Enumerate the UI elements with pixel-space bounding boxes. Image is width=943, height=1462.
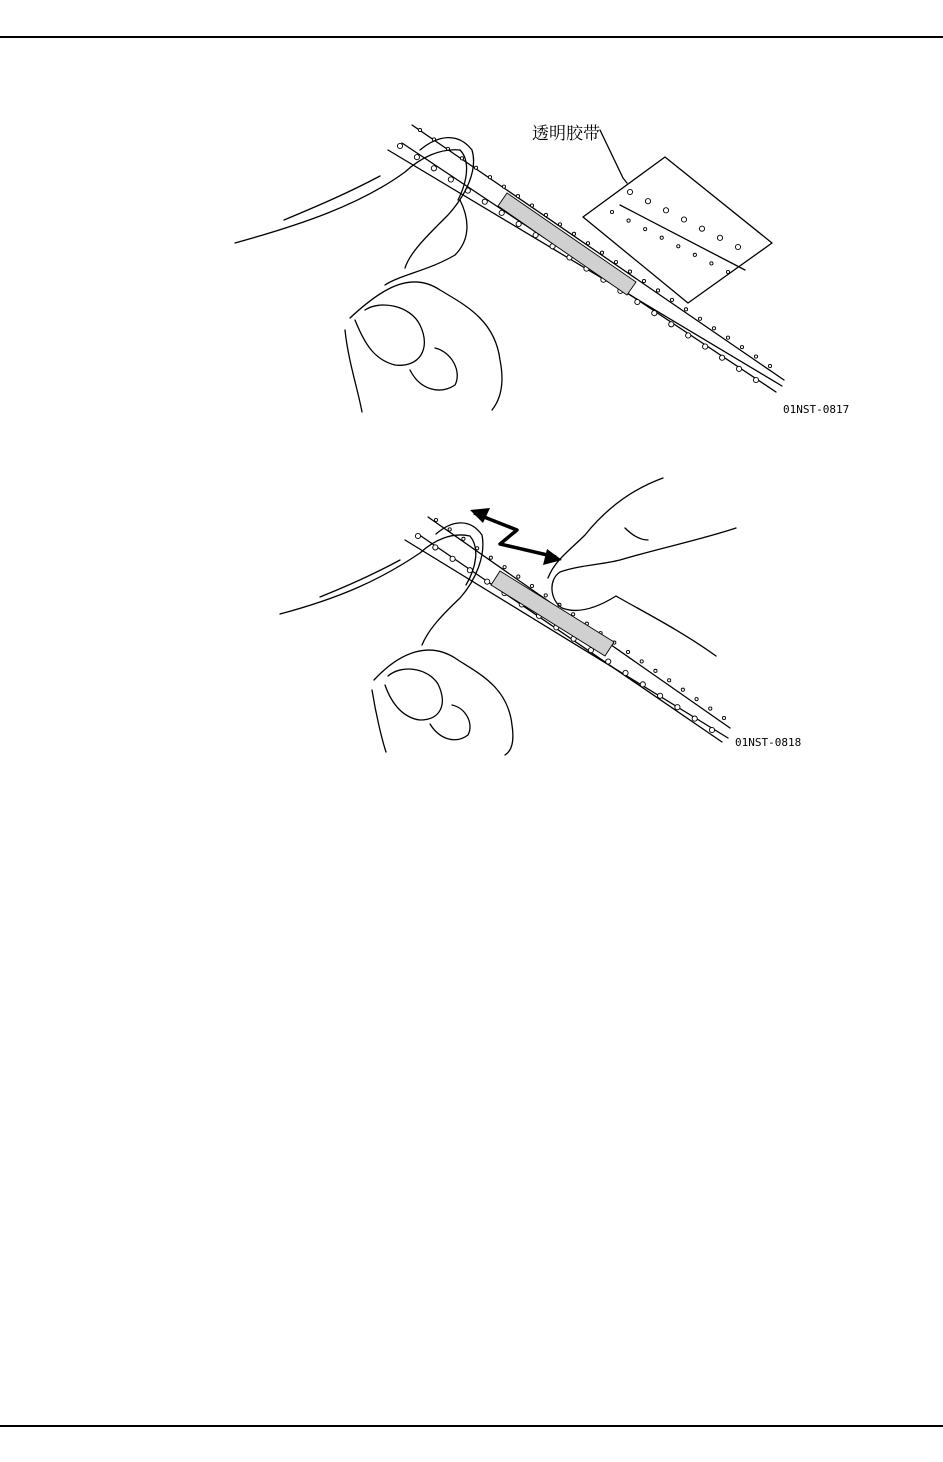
sprocket-hole <box>684 308 687 311</box>
sprocket-hole <box>692 716 697 721</box>
sprocket-hole <box>530 584 533 587</box>
sprocket-hole <box>462 537 465 540</box>
sprocket-hole <box>433 545 438 550</box>
sprocket-hole <box>503 566 506 569</box>
sprocket-hole <box>640 660 643 663</box>
sprocket-hole <box>719 355 724 360</box>
sprocket-hole <box>722 716 725 719</box>
sprocket-hole <box>663 208 668 213</box>
sprocket-hole <box>434 518 437 521</box>
sprocket-hole <box>418 128 421 131</box>
left-hand-drawing <box>235 138 502 412</box>
sprocket-hole <box>709 727 714 732</box>
sprocket-hole <box>415 533 420 538</box>
sprocket-hole <box>628 270 631 273</box>
sprocket-hole <box>642 279 645 282</box>
sprocket-hole <box>586 242 589 245</box>
sprocket-hole <box>768 364 771 367</box>
sprocket-hole <box>558 223 561 226</box>
sprocket-hole <box>754 355 757 358</box>
sprocket-hole <box>654 669 657 672</box>
sprocket-hole <box>530 204 533 207</box>
sprocket-hole <box>626 650 629 653</box>
sprocket-hole <box>644 228 647 231</box>
sprocket-hole <box>627 189 632 194</box>
sprocket-hole <box>709 707 712 710</box>
left-hand-drawing <box>280 523 513 755</box>
sprocket-hole <box>675 705 680 710</box>
sprocket-hole <box>623 670 628 675</box>
sprocket-hole <box>635 299 640 304</box>
sprocket-hole <box>606 659 611 664</box>
sprocket-hole <box>460 157 463 160</box>
sprocket-hole <box>660 236 663 239</box>
sprocket-hole <box>499 210 504 215</box>
figure-code: 01NST-0818 <box>735 736 802 749</box>
sprocket-hole <box>627 219 630 222</box>
sprocket-hole <box>712 327 715 330</box>
sprocket-hole <box>397 143 402 148</box>
sprocket-hole <box>656 289 659 292</box>
sprocket-hole <box>652 311 657 316</box>
sprocket-hole <box>485 579 490 584</box>
sprocket-hole <box>448 177 453 182</box>
tape-label: 透明胶带 <box>532 124 600 144</box>
sprocket-hole <box>544 213 547 216</box>
sprocket-hole <box>517 575 520 578</box>
sprocket-hole <box>710 262 713 265</box>
sprocket-hole <box>669 322 674 327</box>
sprocket-hole <box>681 688 684 691</box>
sprocket-hole <box>614 261 617 264</box>
sprocket-hole <box>489 556 492 559</box>
sprocket-hole <box>431 166 436 171</box>
sprocket-hole <box>600 251 603 254</box>
sprocket-hole <box>699 226 704 231</box>
sprocket-hole <box>450 556 455 561</box>
sprocket-hole <box>681 217 686 222</box>
sprocket-hole <box>698 317 701 320</box>
sprocket-hole <box>516 194 519 197</box>
sprocket-hole <box>695 698 698 701</box>
figure-code: 01NST-0817 <box>783 403 850 416</box>
sprocket-hole <box>640 682 645 687</box>
sprocket-hole <box>448 528 451 531</box>
sprocket-hole <box>544 594 547 597</box>
sprocket-hole <box>703 344 708 349</box>
sprocket-hole <box>717 235 722 240</box>
sprocket-hole <box>610 210 613 213</box>
figure-tape-rubbing <box>0 470 943 760</box>
sprocket-hole <box>726 270 729 273</box>
sprocket-hole <box>482 199 487 204</box>
sprocket-hole <box>488 176 491 179</box>
footer-rule <box>0 1425 943 1427</box>
sprocket-hole <box>740 346 743 349</box>
sprocket-hole <box>670 298 673 301</box>
sprocket-hole <box>668 679 671 682</box>
sprocket-hole <box>726 336 729 339</box>
sprocket-hole <box>414 155 419 160</box>
sprocket-hole <box>658 693 663 698</box>
sprocket-hole <box>516 221 521 226</box>
sprocket-hole <box>572 232 575 235</box>
sprocket-hole <box>474 166 477 169</box>
sprocket-hole <box>753 377 758 382</box>
sprocket-hole <box>735 244 740 249</box>
sprocket-hole <box>677 245 680 248</box>
sprocket-hole <box>736 366 741 371</box>
sprocket-hole <box>645 199 650 204</box>
sprocket-hole <box>693 253 696 256</box>
sprocket-hole <box>686 333 691 338</box>
figure-tape-application <box>0 110 943 430</box>
header-rule <box>0 36 943 38</box>
sprocket-hole <box>502 185 505 188</box>
